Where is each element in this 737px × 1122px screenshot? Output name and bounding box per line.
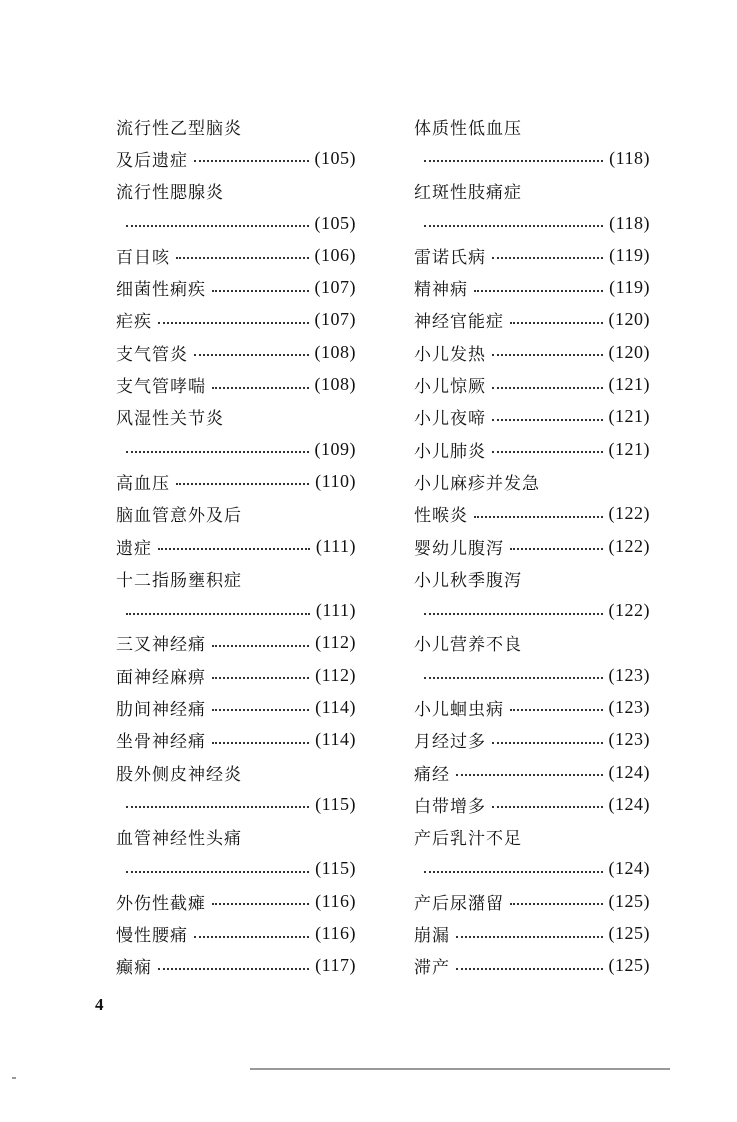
toc-entry-line [116,304,356,336]
toc-page-ref: (108) [314,341,356,362]
toc-entry-title: 雷诺氏病 [414,247,486,268]
toc-entry-title: 三叉神经痛 [116,635,206,656]
toc-entry-line [116,724,356,756]
toc-entry-title: 慢性腰痛 [116,926,188,947]
toc-entry-line [414,465,650,497]
toc-entry-line [116,917,356,949]
toc-entry-line [116,594,356,626]
toc-page-ref: (120) [608,341,650,362]
toc-entry-line [414,562,650,594]
dot-leader [212,709,309,711]
dot-leader [212,742,309,744]
toc-entry-line [116,433,356,465]
toc-page-ref: (109) [314,438,356,459]
toc-entry-line [116,368,356,400]
dot-leader [126,451,309,453]
toc-entry-line [116,627,356,659]
toc-page-ref: (107) [314,309,356,330]
dot-leader [492,806,603,808]
dot-leader [456,936,603,938]
toc-entry-line [414,433,650,465]
toc-entry-title: 外伤性截瘫 [116,893,206,914]
dot-leader [126,871,309,873]
dot-leader [474,290,603,292]
toc-entry-line [414,110,650,142]
toc-page-ref: (119) [609,244,650,265]
toc-entry-line [116,271,356,303]
dot-leader [194,160,309,162]
toc-page-ref: (122) [608,503,650,524]
toc-page-ref: (121) [608,438,650,459]
dot-leader [158,322,309,324]
dot-leader [176,257,309,259]
dot-leader [194,936,309,938]
toc-entry-title: 遗症 [116,538,152,559]
toc-entry-title: 股外侧皮神经炎 [116,764,242,785]
dot-leader [158,548,310,550]
dot-leader [492,354,603,356]
dot-leader [510,709,603,711]
toc-entry-line [116,336,356,368]
toc-page-ref: (106) [314,244,356,265]
dot-leader [510,322,603,324]
toc-entry-line [414,788,650,820]
toc-entry-line [414,239,650,271]
toc-entry-title: 小儿秋季腹泻 [414,570,522,591]
toc-page-ref: (105) [314,212,356,233]
toc-entry-title: 及后遗症 [116,150,188,171]
toc-entry-title: 痛经 [414,764,450,785]
toc-page-ref: (114) [315,696,356,717]
toc-entry-line [116,239,356,271]
toc-entry-title: 崩漏 [414,926,450,947]
toc-entry-line [116,530,356,562]
toc-entry-title: 血管神经性头痛 [116,829,242,850]
toc-page-ref: (124) [608,793,650,814]
toc-page-ref: (118) [609,212,650,233]
toc-entry-line [414,627,650,659]
toc-page-ref: (125) [608,923,650,944]
dot-leader [492,387,603,389]
toc-page-ref: (120) [608,309,650,330]
toc-entry-line [414,950,650,982]
toc-entry-title: 支气管炎 [116,344,188,365]
toc-page-ref: (115) [315,793,356,814]
toc-entry-line [116,401,356,433]
toc-entry-title: 滞产 [414,958,450,979]
dot-leader [492,742,603,744]
toc-page-ref: (111) [315,600,356,621]
toc-entry-line [414,368,650,400]
toc-entry-title: 风湿性关节炎 [116,409,224,430]
toc-entry-title: 小儿惊厥 [414,377,486,398]
toc-entry-title: 流行性腮腺炎 [116,183,224,204]
toc-page-ref: (122) [608,535,650,556]
dot-leader [474,516,603,518]
toc-entry-title: 小儿肺炎 [414,441,486,462]
toc-entry-line [116,498,356,530]
toc-entry-line [414,594,650,626]
toc-entry-line [414,207,650,239]
dot-leader [212,645,309,647]
toc-entry-title: 坐骨神经痛 [116,732,206,753]
toc-entry-title: 支气管哮喘 [116,377,206,398]
toc-entry-line [414,659,650,691]
dot-leader [194,354,309,356]
toc-entry-line [116,465,356,497]
toc-entry-title: 癫痫 [116,958,152,979]
dot-leader [424,677,603,679]
toc-entry-line [116,175,356,207]
toc-page-ref: (112) [315,632,356,653]
dot-leader [126,613,310,615]
toc-entry-title: 月经过多 [414,732,486,753]
toc-page-ref: (123) [608,729,650,750]
dot-leader [212,290,309,292]
toc-entry-title: 十二指肠壅积症 [116,570,242,591]
toc-entry-line [414,821,650,853]
toc-left-column [116,110,356,982]
toc-entry-line [414,142,650,174]
page-number: 4 [95,995,104,1014]
toc-entry-line [414,304,650,336]
dot-leader [424,225,603,227]
toc-entry-line [116,821,356,853]
toc-entry-line [414,691,650,723]
toc-entry-line [414,530,650,562]
toc-entry-title: 婴幼儿腹泻 [414,538,504,559]
toc-entry-title: 产后乳汁不足 [414,829,522,850]
toc-entry-title: 小儿夜啼 [414,409,486,430]
toc-page-ref: (105) [314,147,356,168]
toc-page-ref: (116) [315,890,356,911]
toc-page-ref: (115) [315,858,356,879]
toc-entry-title: 白带增多 [414,796,486,817]
toc-page-ref: (107) [314,277,356,298]
toc-entry-title: 流行性乙型脑炎 [116,118,242,139]
toc-page-ref: (124) [608,761,650,782]
toc-entry-line [414,853,650,885]
scan-artifact-dot [12,1077,16,1079]
toc-entry-line [414,917,650,949]
toc-entry-line [116,659,356,691]
toc-page-ref: (117) [315,955,356,976]
toc-page-ref: (121) [608,374,650,395]
dot-leader [158,968,309,970]
dot-leader [510,548,603,550]
toc-entry-title: 疟疾 [116,312,152,333]
dot-leader [456,774,603,776]
toc-entry-line [414,271,650,303]
toc-page-ref: (111) [315,535,356,556]
toc-entry-line [414,401,650,433]
dot-leader [212,387,309,389]
toc-entry-line [116,788,356,820]
toc-entry-title: 产后尿潴留 [414,893,504,914]
toc-page-ref: (123) [608,696,650,717]
toc-entry-line [116,756,356,788]
toc-entry-line [414,175,650,207]
toc-page-ref: (114) [315,729,356,750]
toc-entry-title: 精神病 [414,280,468,301]
toc-entry-title: 小儿蛔虫病 [414,699,504,720]
toc-entry-line [116,207,356,239]
dot-leader [212,903,309,905]
dot-leader [212,677,309,679]
dot-leader [492,419,603,421]
dot-leader [492,451,603,453]
dot-leader [126,806,309,808]
toc-entry-title: 红斑性肢痛症 [414,183,522,204]
toc-entry-title: 肋间神经痛 [116,699,206,720]
toc-entry-title: 小儿麻疹并发急 [414,473,540,494]
dot-leader [510,903,603,905]
toc-entry-title: 面神经麻痹 [116,667,206,688]
toc-entry-title: 小儿发热 [414,344,486,365]
toc-entry-title: 体质性低血压 [414,118,522,139]
toc-entry-title: 小儿营养不良 [414,635,522,656]
toc-entry-title: 高血压 [116,473,170,494]
toc-entry-line [414,336,650,368]
toc-page-ref: (125) [608,890,650,911]
toc-entry-line [116,950,356,982]
dot-leader [424,613,603,615]
toc-entry-line [414,885,650,917]
scan-artifact-line [250,1068,670,1070]
toc-entry-line [116,110,356,142]
toc-entry-line [116,691,356,723]
toc-page-ref: (110) [315,470,356,491]
toc-page-ref: (116) [315,923,356,944]
dot-leader [456,968,603,970]
toc-entry-line [116,142,356,174]
toc-page-ref: (124) [608,858,650,879]
toc-page-ref: (121) [608,406,650,427]
dot-leader [126,225,309,227]
toc-entry-title: 细菌性痢疾 [116,280,206,301]
dot-leader [424,160,603,162]
toc-page-ref: (112) [315,664,356,685]
toc-entry-title: 性喉炎 [414,506,468,527]
toc-page-ref: (125) [608,955,650,976]
toc-entry-title: 脑血管意外及后 [116,506,242,527]
dot-leader [492,257,603,259]
toc-page-ref: (123) [608,664,650,685]
toc-page-ref: (108) [314,374,356,395]
toc-entry-line [414,724,650,756]
toc-entry-line [414,756,650,788]
toc-entry-line [414,498,650,530]
toc-entry-line [116,885,356,917]
toc-page-ref: (118) [609,147,650,168]
toc-page-ref: (122) [608,600,650,621]
toc-entry-line [116,853,356,885]
toc-entry-title: 百日咳 [116,247,170,268]
dot-leader [424,871,603,873]
toc-entry-line [116,562,356,594]
toc-entry-title: 神经官能症 [414,312,504,333]
toc-page-ref: (119) [609,277,650,298]
dot-leader [176,483,309,485]
toc-right-column [414,110,650,982]
